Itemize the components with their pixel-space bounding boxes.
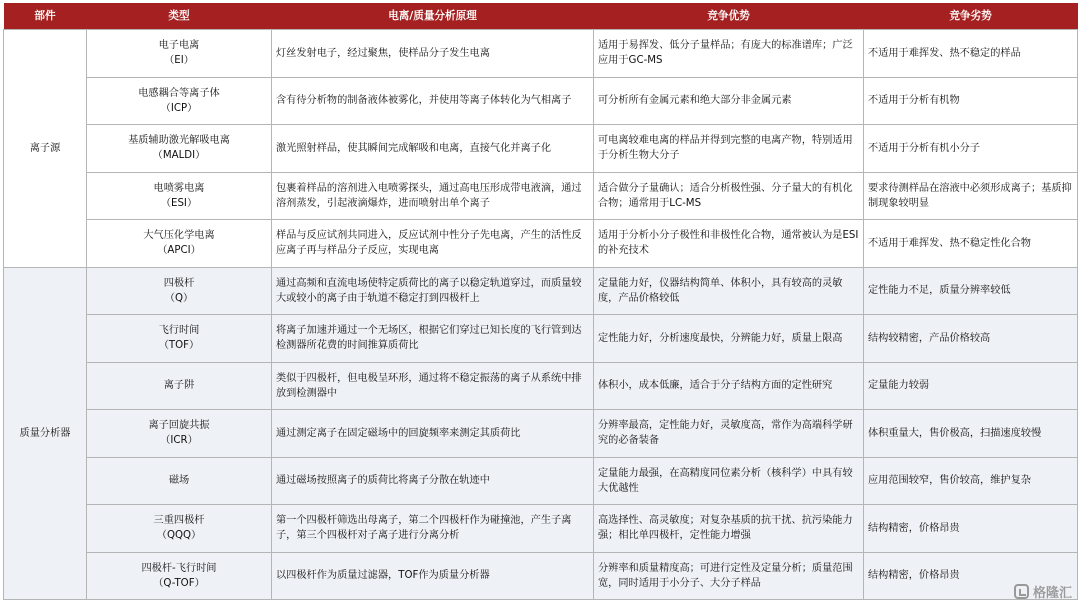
- table-row: [4, 362, 1078, 410]
- type-name: 电喷雾电离: [153, 182, 205, 194]
- type-abbr: （Q-TOF）: [153, 577, 205, 589]
- principle-cell: 通过高频和直流电场使特定质荷比的离子以稳定轨道穿过，而质量较大或较小的离子由于轨道不稳定打到四极杆上: [272, 267, 594, 315]
- type-abbr: （TOF）: [158, 340, 200, 352]
- comparison-table: [3, 3, 1078, 600]
- type-name: 离子回旋共振: [148, 420, 210, 432]
- advantage-cell: 定量能力最强，在高精度同位素分析（核科学）中具有较大优越性: [594, 457, 864, 505]
- principle-cell: 第一个四极杆筛选出母离子，第二个四极杆作为碰撞池，产生子离子，第三个四极杆对子离子进行分离分析: [272, 505, 594, 553]
- principle-cell: 灯丝发射电子，经过聚焦，使样品分子发生电离: [272, 30, 594, 78]
- disadvantage-cell: 结构较精密，产品价格较高: [864, 315, 1078, 363]
- advantage-cell: 适合做分子量确认；适合分析极性强、分子量大的有机化合物；通常用于LC-MS: [594, 172, 864, 220]
- principle-cell: 激光照射样品，使其瞬间完成解吸和电离，直接气化并离子化: [272, 125, 594, 173]
- type-cell: [87, 457, 272, 505]
- disadvantage-cell: 定量能力较弱: [864, 362, 1078, 410]
- glh-logo-icon: [1014, 584, 1029, 599]
- disadvantage-cell: 定性能力不足，质量分辨率较低: [864, 267, 1078, 315]
- part-cell: 离子源: [4, 30, 87, 268]
- type-abbr: （APCI）: [157, 245, 201, 257]
- table-row: [4, 505, 1078, 553]
- table-row: [4, 30, 1078, 78]
- advantage-cell: 体积小，成本低廉，适合于分子结构方面的定性研究: [594, 362, 864, 410]
- disadvantage-cell: 不适用于分析有机小分子: [864, 125, 1078, 173]
- type-cell: [87, 362, 272, 410]
- type-abbr: （ESI）: [160, 197, 198, 209]
- advantage-cell: 分辨率最高，定性能力好，灵敏度高，常作为高端科学研究的必备装备: [594, 410, 864, 458]
- type-abbr: （ICP）: [160, 102, 198, 114]
- disadvantage-cell: 应用范围较窄，售价较高，维护复杂: [864, 457, 1078, 505]
- advantage-cell: 适用于易挥发、低分子量样品；有庞大的标准谱库；广泛应用于GC-MS: [594, 30, 864, 78]
- type-cell: [87, 220, 272, 268]
- type-cell: [87, 172, 272, 220]
- type-cell: [87, 315, 272, 363]
- table-row: [4, 220, 1078, 268]
- type-abbr: （EI）: [164, 55, 194, 67]
- type-name: 基质辅助激光解吸电离: [128, 135, 230, 147]
- advantage-cell: 定量能力好，仪器结构简单、体积小，具有较高的灵敏度，产品价格较低: [594, 267, 864, 315]
- type-cell: [87, 410, 272, 458]
- header-advantage: 竞争优势: [594, 3, 864, 30]
- advantage-cell: 可电离较难电离的样品并得到完整的电离产物，特别适用于分析生物大分子: [594, 125, 864, 173]
- disadvantage-cell: 体积重量大，售价极高，扫描速度较慢: [864, 410, 1078, 458]
- table-row: [4, 552, 1078, 600]
- type-abbr: （Q）: [164, 292, 194, 304]
- type-name: 离子阱: [163, 380, 195, 392]
- header-disadvantage: 竞争劣势: [864, 3, 1078, 30]
- table-row: [4, 315, 1078, 363]
- disadvantage-cell: 结构精密，价格昂贵: [864, 505, 1078, 553]
- table-row: [4, 410, 1078, 458]
- principle-cell: 包裹着样品的溶剂进入电喷雾探头，通过高电压形成带电液滴，通过溶剂蒸发，引起液滴爆炸，进而喷射出单个离子: [272, 172, 594, 220]
- table-row: [4, 125, 1078, 173]
- table-row: [4, 172, 1078, 220]
- header-row: [4, 3, 1078, 30]
- disadvantage-cell: 不适用于难挥发、热不稳定的样品: [864, 30, 1078, 78]
- disadvantage-cell: 结构精密，价格昂贵: [864, 552, 1078, 600]
- header-principle: 电离/质量分析原理: [272, 3, 594, 30]
- header-part: 部件: [4, 3, 87, 30]
- watermark: [1014, 582, 1072, 601]
- header-type: 类型: [87, 3, 272, 30]
- principle-cell: 含有待分析物的制备液体被雾化，并使用等离子体转化为气相离子: [272, 77, 594, 125]
- advantage-cell: 可分析所有金属元素和绝大部分非金属元素: [594, 77, 864, 125]
- part-cell: 质量分析器: [4, 267, 87, 600]
- type-name: 四极杆: [163, 277, 195, 289]
- advantage-cell: 分辨率和质量精度高；可进行定性及定量分析；质量范围宽，同时适用于小分子、大分子样品: [594, 552, 864, 600]
- type-name: 四极杆-飞行时间: [141, 562, 217, 574]
- type-name: 磁场: [168, 475, 190, 487]
- principle-cell: 将离子加速并通过一个无场区，根据它们穿过已知长度的飞行管到达检测器所花费的时间推算质荷比: [272, 315, 594, 363]
- type-abbr: （MALDI）: [152, 150, 206, 162]
- type-cell: [87, 267, 272, 315]
- principle-cell: 通过测定离子在固定磁场中的回旋频率来测定其质荷比: [272, 410, 594, 458]
- principle-cell: 以四极杆作为质量过滤器，TOF作为质量分析器: [272, 552, 594, 600]
- type-name: 电子电离: [158, 40, 200, 52]
- type-name: 飞行时间: [158, 325, 200, 337]
- table-row: [4, 267, 1078, 315]
- type-abbr: （QQQ）: [156, 530, 202, 542]
- type-cell: [87, 552, 272, 600]
- type-name: 三重四极杆: [153, 515, 205, 527]
- disadvantage-cell: 不适用于分析有机物: [864, 77, 1078, 125]
- table-row: [4, 77, 1078, 125]
- table-row: [4, 457, 1078, 505]
- principle-cell: 通过磁场按照离子的质荷比将离子分散在轨迹中: [272, 457, 594, 505]
- type-cell: [87, 125, 272, 173]
- type-name: 大气压化学电离: [143, 230, 215, 242]
- advantage-cell: 适用于分析小分子极性和非极性化合物，通常被认为是ESI的补充技术: [594, 220, 864, 268]
- disadvantage-cell: 要求待测样品在溶液中必须形成离子；基质抑制现象较明显: [864, 172, 1078, 220]
- disadvantage-cell: 不适用于难挥发、热不稳定性化合物: [864, 220, 1078, 268]
- type-abbr: （ICR）: [160, 435, 198, 447]
- type-cell: [87, 77, 272, 125]
- principle-cell: 类似于四极杆，但电极呈环形，通过将不稳定振荡的离子从系统中排放到检测器中: [272, 362, 594, 410]
- type-cell: [87, 505, 272, 553]
- type-cell: [87, 30, 272, 78]
- watermark-text: 格隆汇: [1032, 586, 1072, 601]
- advantage-cell: 定性能力好，分析速度最快，分辨能力好，质量上限高: [594, 315, 864, 363]
- type-name: 电感耦合等离子体: [138, 87, 220, 99]
- principle-cell: 样品与反应试剂共同进入，反应试剂中性分子先电离，产生的活性反应离子再与样品分子反应，实现电离: [272, 220, 594, 268]
- advantage-cell: 高选择性、高灵敏度；对复杂基质的抗干扰、抗污染能力强；相比单四极杆，定性能力增强: [594, 505, 864, 553]
